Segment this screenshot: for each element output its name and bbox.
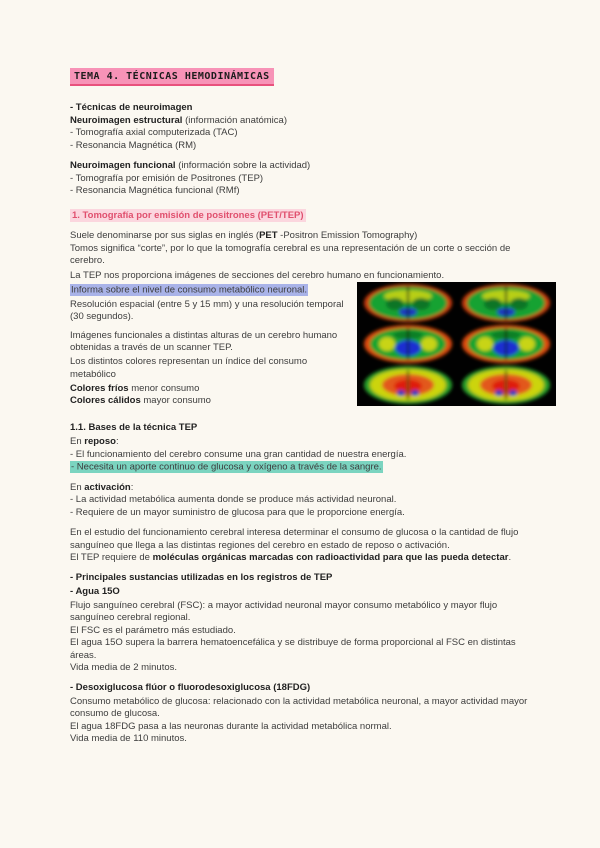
reposo-item-2 <box>70 461 530 474</box>
agua-p4: Vida media de 2 minutos. <box>70 662 178 673</box>
blue-highlight: Informa sobre el nivel de consumo metabólico neuronal. <box>71 284 308 295</box>
agua-15o-heading: - Agua 15O <box>70 585 120 597</box>
activacion-item-1: - La actividad metabólica aumenta donde se produce más actividad neuronal. <box>70 494 397 505</box>
agua-p3: El agua 15O supera la barrera hematoencefálica y se distribuye de forma proporcional al FSC en distintas áreas. <box>70 637 516 661</box>
pet-acronym-line: Suele denominarse por sus siglas en inglés (PET -Positron Emission Tomography) <box>70 230 418 241</box>
structural-line: Neuroimagen estructural (información anatómica) <box>70 114 287 126</box>
intro-heading: - Técnicas de neuroimagen <box>70 102 193 113</box>
item-tac: - Tomografía axial computerizada (TAC) <box>70 127 238 138</box>
tomos-line: Tomos significa “corte”, por lo que la tomografía cerebral es una representación de un corte o sección de cerebro. <box>70 242 511 266</box>
section-1-1-heading: 1.1. Bases de la técnica TEP <box>70 422 198 433</box>
teal-highlight: - Necesita un aporte continuo de glucosa y oxígeno a través de la sangre. <box>71 461 382 472</box>
item-rm: - Resonancia Magnética (RM) <box>70 139 197 151</box>
tep-requiere-line: El TEP requiere de moléculas orgánicas marcadas con radioactividad para que las pueda detectar. <box>70 552 512 563</box>
agua-p1: Flujo sanguíneo cerebral (FSC): a mayor actividad neuronal mayor consumo metabólico y mayor flujo sanguíneo cerebral regional. <box>70 599 498 623</box>
colores-indice-line: Los distintos colores representan un índice del consumo metabólico <box>70 356 308 380</box>
pet-scan-image <box>357 282 556 406</box>
reposo-line: En reposo: <box>70 436 119 447</box>
fdg-heading: - Desoxiglucosa flúor o fluorodesoxiglucosa (18FDG) <box>70 681 311 693</box>
section-1-heading: 1. Tomografía por emisión de positrones (PET/TEP) <box>72 209 304 221</box>
activacion-line: En activación: <box>70 481 134 493</box>
title-block <box>70 66 530 86</box>
functional-line: Neuroimagen funcional (información sobre la actividad) <box>70 160 311 171</box>
agua-p2: El FSC es el parámetro más estudiado. <box>70 624 236 636</box>
fdg-p1: Consumo metabólico de glucosa: relacionado con la actividad metabólica neuronal, a mayor actividad mayor consumo de glucosa. <box>70 695 528 719</box>
page-title: TEMA 4. TÉCNICAS HEMODINÁMICAS <box>70 68 274 86</box>
sustancias-heading: - Principales sustancias utilizadas en los registros de TEP <box>70 571 333 583</box>
resolucion-line: Resolución espacial (entre 5 y 15 mm) y una resolución temporal (30 segundos). <box>70 298 344 322</box>
section-1-heading-line <box>70 210 530 223</box>
item-tep: - Tomografía por emisión de Positrones (TEP) <box>70 172 264 184</box>
item-rmf: - Resonancia Magnética funcional (RMf) <box>70 185 240 196</box>
fdg-p3: Vida media de 110 minutos. <box>70 733 187 744</box>
pet-scan-figure <box>357 282 556 406</box>
imagenes-funcionales-line: Imágenes funcionales a distintas alturas de un cerebro humano obtenidas a través de un scanner TEP. <box>70 329 338 353</box>
reposo-item-1: - El funcionamiento del cerebro consume una gran cantidad de nuestra energía. <box>70 448 407 460</box>
colores-frios-line: Colores fríos menor consumo <box>70 382 200 394</box>
estudio-paragraph: En el estudio del funcionamiento cerebral interesa determinar el consumo de glucosa o la cantidad de flujo sanguíneo que llega a las distintas regiones del cerebro en estado de reposo o activación. <box>70 527 519 551</box>
tep-imagenes-line: La TEP nos proporciona imágenes de secciones del cerebro humano en funcionamiento. <box>70 269 445 281</box>
activacion-item-2: - Requiere de un mayor suministro de glucosa para que le proporcione energía. <box>70 506 405 518</box>
colores-calidos-line: Colores cálidos mayor consumo <box>70 395 211 406</box>
fdg-p2: El agua 18FDG pasa a las neuronas durante la actividad metabólica normal. <box>70 720 392 732</box>
